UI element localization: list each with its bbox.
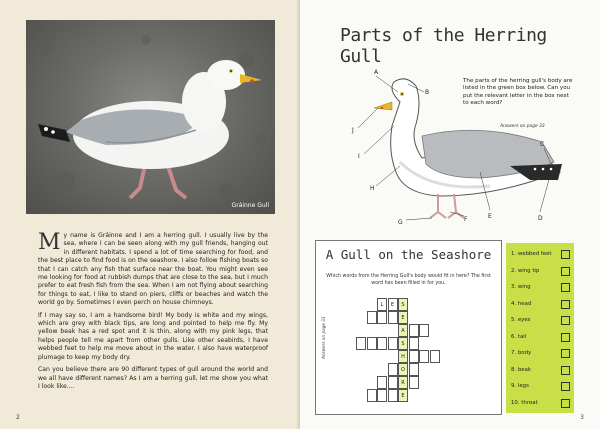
crossword-cell[interactable] (367, 311, 377, 324)
word-item: 5. eyes (511, 313, 571, 328)
crossword-cell[interactable] (388, 363, 398, 376)
crossword-cell-key: R (398, 376, 408, 389)
crossword-cell[interactable] (356, 337, 366, 350)
diagram-label-f: F (464, 216, 468, 223)
diagram-answers-note: Answers on page 33 (500, 124, 545, 129)
crossword-cell[interactable] (409, 337, 419, 350)
answer-box[interactable] (561, 267, 570, 276)
crossword-cell-key: E (398, 311, 408, 324)
diagram-label-j: J (352, 127, 354, 134)
word-list (506, 243, 574, 413)
crossword-cell[interactable] (419, 324, 429, 337)
diagram-label-e: E (488, 213, 492, 220)
seashore-answers-note: Answers on page 33 (321, 316, 326, 359)
answer-box[interactable] (561, 382, 570, 391)
answer-box[interactable] (561, 366, 570, 375)
word-item: 7. body (511, 346, 571, 361)
crossword-cell-key: H (398, 350, 408, 363)
word-item: 10. throat (511, 396, 571, 411)
crossword-cell[interactable] (388, 311, 398, 324)
crossword-cell[interactable] (409, 324, 419, 337)
diagram-label-g: G (398, 219, 403, 226)
crossword-cell[interactable] (377, 337, 387, 350)
page-title: Parts of the Herring Gull (340, 25, 547, 67)
word-item: 8. beak (511, 363, 571, 378)
drop-cap: M (38, 230, 61, 255)
diagram-label-a: A (374, 69, 379, 76)
crossword-cell-key: O (398, 363, 408, 376)
page-number-right: 3 (580, 414, 584, 421)
answer-box[interactable] (561, 250, 570, 259)
diagram-label-h: H (370, 185, 375, 192)
crossword-cell[interactable] (430, 350, 440, 363)
crossword-cell[interactable] (388, 376, 398, 389)
diagram-label-i: I (358, 153, 360, 160)
answer-box[interactable] (561, 349, 570, 358)
word-item: 1. webbed feet (511, 247, 571, 262)
answer-box[interactable] (561, 333, 570, 342)
seashore-puzzle (315, 240, 502, 415)
crossword-cell[interactable] (367, 337, 377, 350)
crossword-cell-key: S (398, 298, 408, 311)
seashore-intro: Which words from the Herring Gull's body would fit in here? The first word has been filled in for you. (326, 274, 491, 286)
word-item: 6. tail (511, 330, 571, 345)
word-item: 9. legs (511, 379, 571, 394)
gull-illustration (26, 20, 275, 214)
crossword-cell: E (388, 298, 398, 311)
answer-box[interactable] (561, 300, 570, 309)
story-text (38, 232, 268, 395)
diagram-intro: The parts of the herring gull's body are listed in the green box below. Can you put the relevant letter in the box next to each word? (463, 78, 573, 107)
crossword-cell[interactable] (419, 350, 429, 363)
page-number-left: 2 (16, 414, 20, 421)
crossword-cell[interactable] (367, 389, 377, 402)
crossword-cell[interactable] (409, 350, 419, 363)
gull-diagram (330, 62, 580, 234)
diagram-label-b: B (425, 89, 430, 96)
answer-box[interactable] (561, 283, 570, 292)
crossword-cell[interactable] (409, 376, 419, 389)
crossword-cell: L (377, 298, 387, 311)
seashore-title: A Gull on the Seashore (325, 247, 492, 262)
word-item: 3. wing (511, 280, 571, 295)
crossword-cell[interactable] (377, 311, 387, 324)
answer-box[interactable] (561, 399, 570, 408)
diagram-label-d: D (538, 215, 543, 222)
photo-caption: Gráinne Gull (231, 202, 269, 209)
story-paragraph-1: My name is Gráinne and I am a herring gull. I usually live by the sea, where I can be seen along with my gull friends, hanging out in different habitats. I spend a lot of time searching for food, and the best place to find food is on the seashore. I also follow fishing boats so that I can catch any fish that surface near the boat. You might even see me looking for food at rubbish dumps that are close to the sea, but I much prefer to eat fresh fish from the sea. When I am not flying about searching for things to eat, I like to stand on piers, cliffs or beaches and watch the world go by. Sometimes I even perch on house chimneys. (38, 230, 268, 307)
crossword-cell[interactable] (388, 389, 398, 402)
word-item: 4. head (511, 297, 571, 312)
crossword-cell[interactable] (377, 389, 387, 402)
crossword-cell-key: E (398, 389, 408, 402)
gull-photo (26, 20, 275, 214)
crossword-cell[interactable] (409, 363, 419, 376)
story-paragraph-3: Can you believe there are 90 different types of gull around the world and we all have different names? As I am a herring gull, let me show you what I look like.... (38, 366, 268, 390)
word-item: 2. wing tip (511, 264, 571, 279)
answer-box[interactable] (561, 316, 570, 325)
crossword-cell-key: A (398, 324, 408, 337)
right-page (300, 0, 600, 429)
diagram-label-c: C (540, 141, 545, 148)
crossword-cell-key: S (398, 337, 408, 350)
crossword-cell[interactable] (388, 337, 398, 350)
crossword-cell[interactable] (377, 376, 387, 389)
story-paragraph-2: If I may say so, I am a handsome bird! My body is white and my wings, which are grey with black tips, are long and pointed to help me fly. My yellow beak has a red spot and it is thin, along with my pink legs, that helps people tell me apart from other gulls. Like other seabirds, I have webbed feet to help me move about in the water. I also have waterproof plumage to keep my body dry. (38, 311, 268, 361)
